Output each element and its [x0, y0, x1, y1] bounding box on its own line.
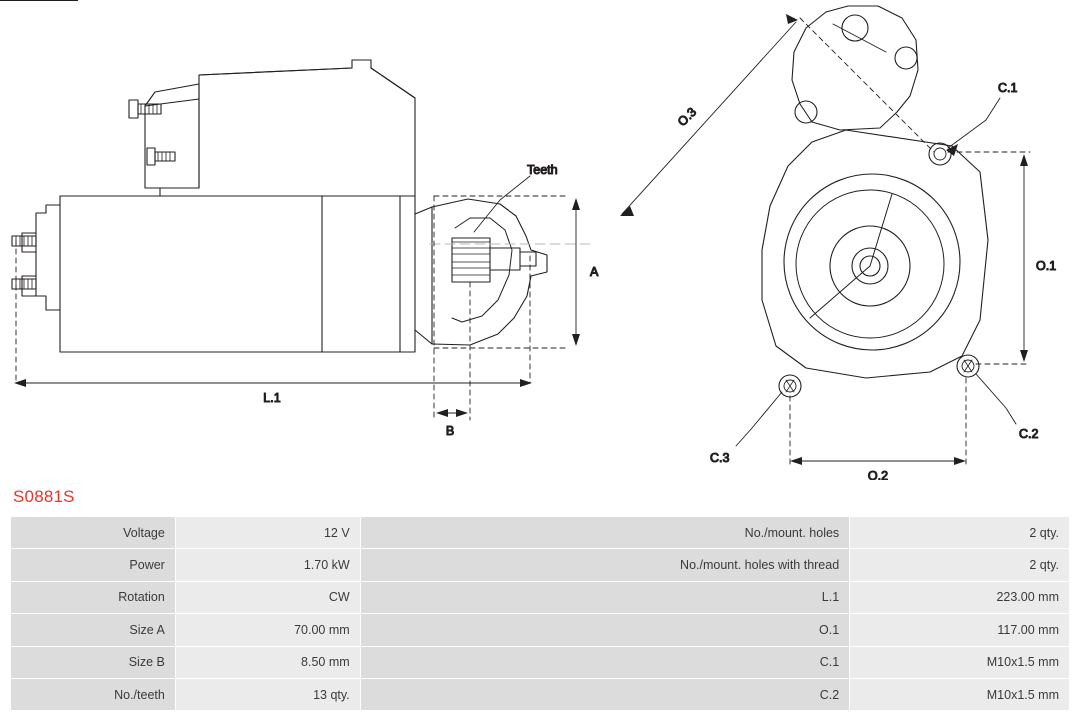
spec-label: No./teeth	[11, 678, 176, 710]
spec-value-secondary: M10x1.5 mm	[850, 646, 1070, 678]
starter-side-view	[12, 60, 599, 438]
spec-label-secondary: L.1	[360, 581, 850, 613]
spec-value-secondary: 223.00 mm	[850, 581, 1070, 613]
o1-label: O.1	[1036, 259, 1057, 273]
spec-label-secondary: C.1	[360, 646, 850, 678]
spec-label-secondary: No./mount. holes with thread	[360, 549, 850, 581]
c3-label: C.3	[710, 451, 730, 465]
size-a-label: A	[590, 265, 599, 279]
table-row	[11, 549, 1070, 581]
c2-label: C.2	[1019, 427, 1039, 441]
spec-label: Rotation	[11, 581, 176, 613]
specifications-table	[10, 516, 1070, 711]
o2-label: O.2	[867, 469, 889, 480]
spec-label: Size B	[11, 646, 176, 678]
spec-value: 70.00 mm	[175, 614, 360, 646]
spec-value: CW	[175, 581, 360, 613]
o3-label: O.3	[674, 104, 700, 130]
spec-label: Voltage	[11, 517, 176, 549]
starter-mount-face-view	[620, 6, 1056, 480]
spec-value: 1.70 kW	[175, 549, 360, 581]
spec-value-secondary: 117.00 mm	[850, 614, 1070, 646]
spec-value: 8.50 mm	[175, 646, 360, 678]
spec-value-secondary: 2 qty.	[850, 517, 1070, 549]
spec-value: 12 V	[175, 517, 360, 549]
table-row	[11, 678, 1070, 710]
spec-label: Power	[11, 549, 176, 581]
teeth-label: Teeth	[527, 163, 558, 177]
spec-label-secondary: O.1	[360, 614, 850, 646]
spec-value: 13 qty.	[175, 678, 360, 710]
table-row	[11, 646, 1070, 678]
spec-label-secondary: No./mount. holes	[360, 517, 850, 549]
spec-label: Size A	[11, 614, 176, 646]
spec-label-secondary: C.2	[360, 678, 850, 710]
part-code: S0881S	[13, 487, 75, 506]
table-row	[11, 581, 1070, 613]
size-b-label: B	[445, 424, 455, 438]
spec-value-secondary: M10x1.5 mm	[850, 678, 1070, 710]
table-row	[11, 614, 1070, 646]
table-row	[11, 517, 1070, 549]
spec-value-secondary: 2 qty.	[850, 549, 1070, 581]
c1-label: C.1	[998, 81, 1018, 95]
length-l1-label: L.1	[263, 391, 281, 405]
